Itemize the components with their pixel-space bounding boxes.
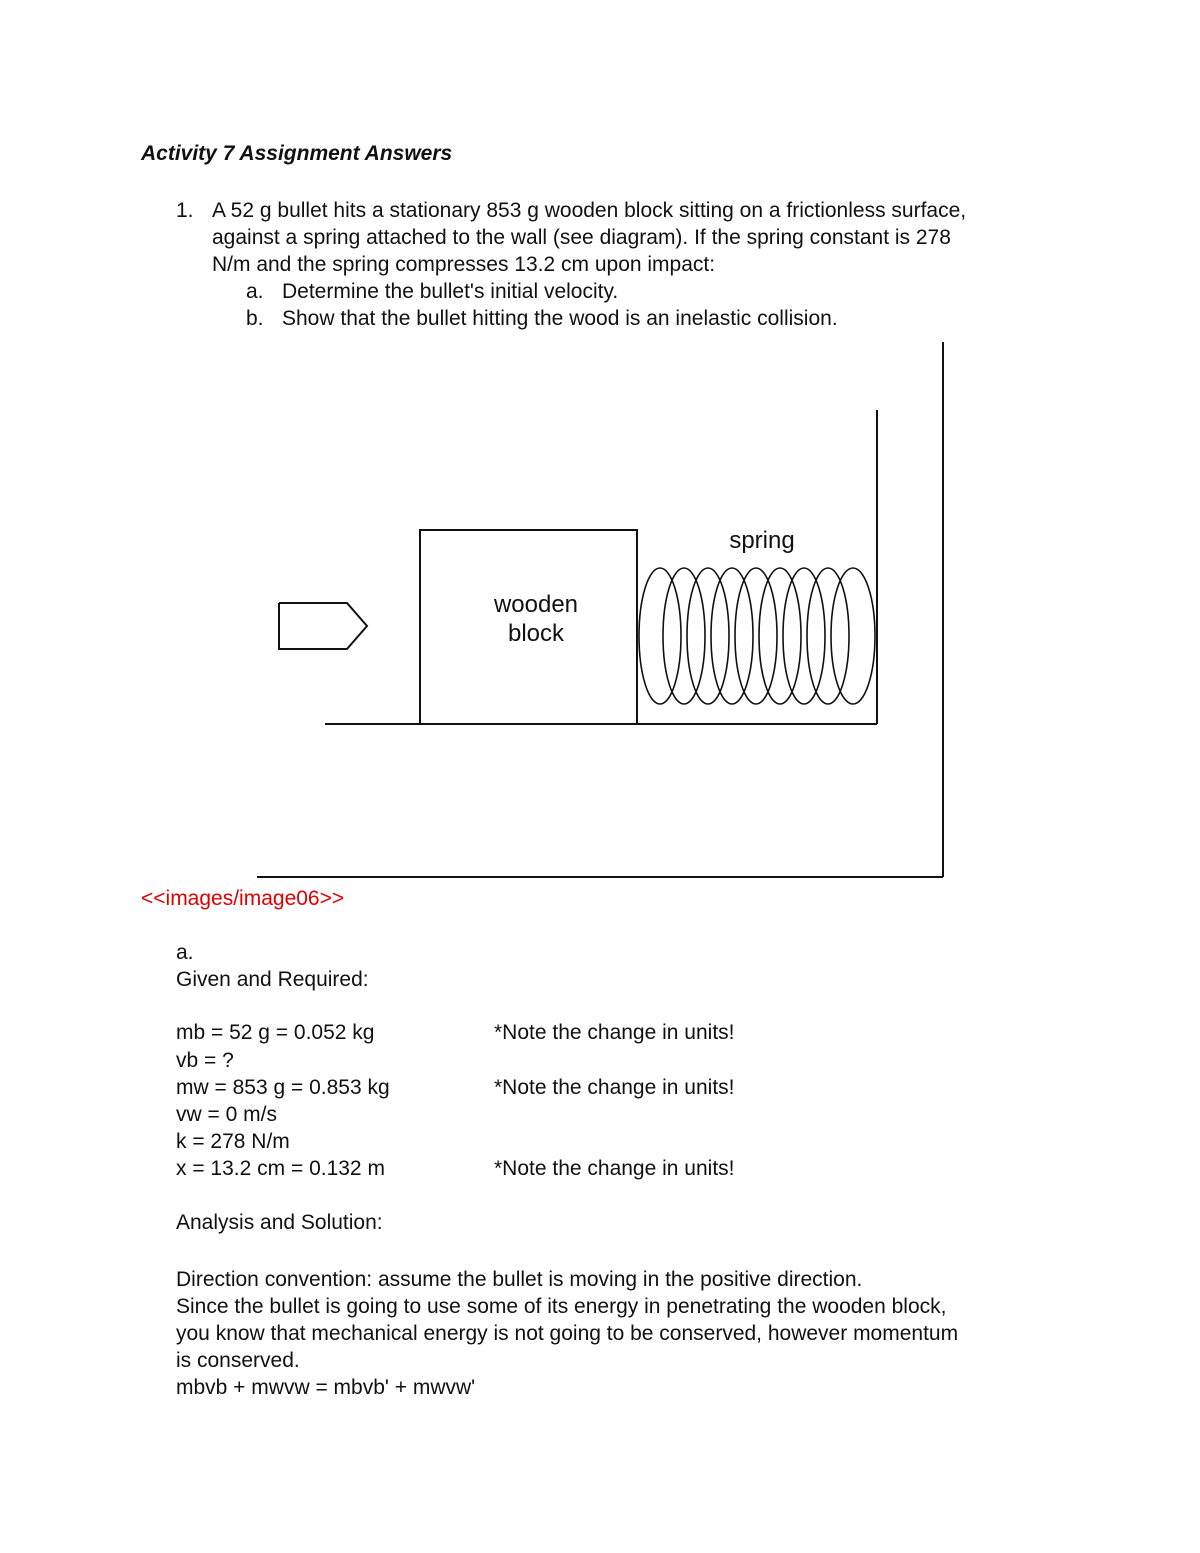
given-heading: Given and Required: — [176, 968, 369, 991]
spring-coil — [831, 568, 875, 704]
spring-coil — [735, 568, 777, 704]
spring-coil — [687, 568, 729, 704]
spring-coil — [639, 568, 681, 704]
given-row: x = 13.2 cm = 0.132 m — [176, 1157, 385, 1180]
momentum-equation: mbvb + mwvw = mbvb' + mwvw' — [176, 1376, 476, 1399]
question-line: against a spring attached to the wall (see diagram). If the spring constant is 278 — [212, 226, 951, 249]
unit-note: *Note the change in units! — [494, 1157, 735, 1180]
spring-coil — [783, 568, 825, 704]
spring-coil — [807, 568, 849, 704]
document-title: Activity 7 Assignment Answers — [141, 142, 453, 165]
spring-coils — [639, 568, 875, 704]
question-number: 1. — [176, 199, 194, 222]
paragraph-line: is conserved. — [176, 1349, 300, 1372]
given-row: mb = 52 g = 0.052 kg — [176, 1021, 375, 1044]
spring-coil — [663, 568, 705, 704]
question-line: A 52 g bullet hits a stationary 853 g wooden block sitting on a frictionless surface, — [212, 199, 967, 222]
paragraph-line: you know that mechanical energy is not going to be conserved, however momentum — [176, 1322, 959, 1345]
given-row: vb = ? — [176, 1049, 234, 1072]
unit-note: *Note the change in units! — [494, 1021, 735, 1044]
spring-coil — [711, 568, 753, 704]
spring-coil — [759, 568, 801, 704]
given-row: mw = 853 g = 0.853 kg — [176, 1076, 390, 1099]
block-label-line1: wooden — [493, 591, 579, 618]
spring-label: spring — [729, 527, 795, 554]
part-b-text: Show that the bullet hitting the wood is an inelastic collision. — [282, 307, 838, 330]
question-line: N/m and the spring compresses 13.2 cm upon impact: — [212, 253, 716, 276]
part-a-text: Determine the bullet's initial velocity. — [282, 280, 619, 303]
block-label-line2: block — [507, 620, 565, 647]
analysis-paragraph — [176, 1266, 958, 1374]
given-row: k = 278 N/m — [176, 1130, 290, 1153]
paragraph-line: Since the bullet is going to use some of its energy in penetrating the wooden block, — [176, 1295, 947, 1318]
given-row: vw = 0 m/s — [176, 1103, 277, 1126]
part-b-label: b. — [246, 307, 264, 330]
unit-note: *Note the change in units! — [494, 1076, 735, 1099]
analysis-heading: Analysis and Solution: — [176, 1211, 383, 1234]
part-a-label: a. — [246, 280, 264, 303]
bullet-shape — [279, 603, 367, 649]
image-placeholder-text: <<images/image06>> — [141, 887, 345, 910]
answer-part-label: a. — [176, 941, 194, 964]
paragraph-line: Direction convention: assume the bullet is moving in the positive direction. — [176, 1268, 863, 1291]
